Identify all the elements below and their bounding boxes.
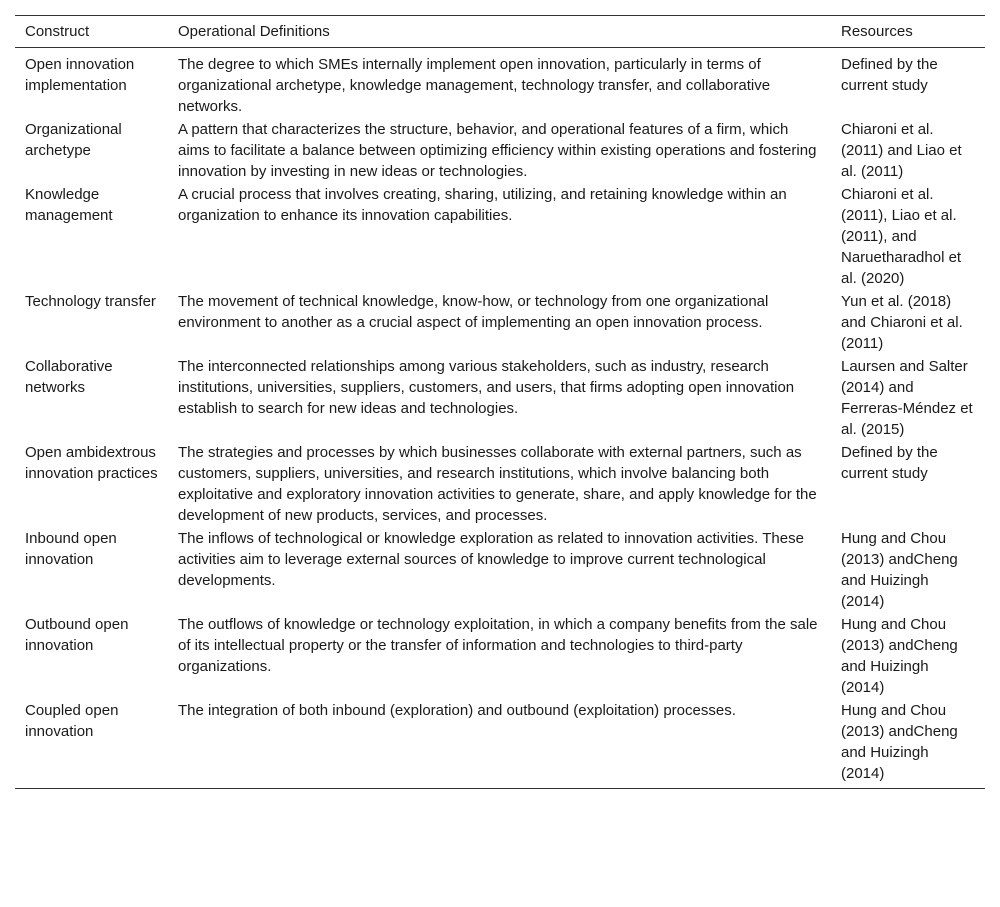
definition-cell: The degree to which SMEs internally implement open innovation, particularly in terms of organizational archetype, knowledge management, technology transfer, and collaborative networks.	[178, 56, 771, 115]
definition-cell: The integration of both inbound (exploration) and outbound (exploitation) processes.	[178, 702, 736, 719]
construct-cell: Organizational archetype	[25, 121, 122, 159]
construct-cell: Knowledge management	[25, 186, 113, 224]
table-header-row	[15, 16, 985, 48]
definitions-table-container	[15, 15, 985, 789]
definition-cell: A pattern that characterizes the structure, behavior, and operational features of a firm, which aims to facilitate a balance between optimizing efficiency within existing operations and fostering innovation by investing in new ideas or technologies.	[178, 121, 817, 180]
table-row	[15, 118, 985, 183]
resources-cell: Defined by the current study	[841, 444, 938, 482]
table-row	[15, 527, 985, 613]
resources-cell: Yun et al. (2018) and Chiaroni et al. (2011)	[841, 293, 963, 352]
table-row	[15, 290, 985, 355]
construct-cell: Collaborative networks	[25, 358, 113, 396]
resources-cell: Defined by the current study	[841, 56, 938, 94]
construct-cell: Open innovation implementation	[25, 56, 135, 94]
definition-cell: The interconnected relationships among various stakeholders, such as industry, research institutions, universities, suppliers, customers, and users, that firms adopting open innovation establish to search for new ideas and technologies.	[178, 358, 795, 417]
table-row	[15, 355, 985, 441]
definitions-table	[15, 15, 985, 789]
definition-cell: A crucial process that involves creating, sharing, utilizing, and retaining knowledge within an organization to enhance its innovation capabilities.	[178, 186, 787, 224]
definition-cell: The movement of technical knowledge, know-how, or technology from one organizational environment to another as a crucial aspect of implementing an open innovation process.	[178, 293, 769, 331]
construct-cell: Technology transfer	[25, 293, 156, 310]
header-resources: Resources	[841, 23, 913, 40]
table-row	[15, 613, 985, 699]
resources-cell: Laursen and Salter (2014) and Ferreras-Méndez et al. (2015)	[841, 358, 973, 438]
definition-cell: The outflows of knowledge or technology exploitation, in which a company benefits from the sale of its intellectual property or the transfer of information and technologies to third-party organizations.	[178, 616, 818, 675]
construct-cell: Coupled open innovation	[25, 702, 119, 740]
construct-cell: Outbound open innovation	[25, 616, 129, 654]
table-row	[15, 183, 985, 290]
resources-cell: Hung and Chou (2013) andCheng and Huizingh (2014)	[841, 616, 958, 696]
construct-cell: Inbound open innovation	[25, 530, 117, 568]
header-operational-definitions: Operational Definitions	[178, 23, 330, 40]
definition-cell: The inflows of technological or knowledge exploration as related to innovation activities. These activities aim to leverage external sources of knowledge to improve current technological developments.	[178, 530, 804, 589]
resources-cell: Chiaroni et al. (2011) and Liao et al. (2011)	[841, 121, 962, 180]
header-construct: Construct	[25, 23, 90, 40]
resources-cell: Hung and Chou (2013) andCheng and Huizingh (2014)	[841, 530, 958, 610]
construct-cell: Open ambidextrous innovation practices	[25, 444, 158, 482]
resources-cell: Hung and Chou (2013) andCheng and Huizingh (2014)	[841, 702, 958, 782]
definition-cell: The strategies and processes by which businesses collaborate with external partners, such as customers, suppliers, universities, and research institutions, which involve balancing both exploitative and exploratory innovation activities to generate, share, and apply knowledge for the development of new products, services, and processes.	[178, 444, 817, 524]
table-row	[15, 48, 985, 119]
table-row	[15, 441, 985, 527]
resources-cell: Chiaroni et al. (2011), Liao et al. (2011), and Naruetharadhol et al. (2020)	[841, 186, 962, 287]
table-row	[15, 699, 985, 789]
